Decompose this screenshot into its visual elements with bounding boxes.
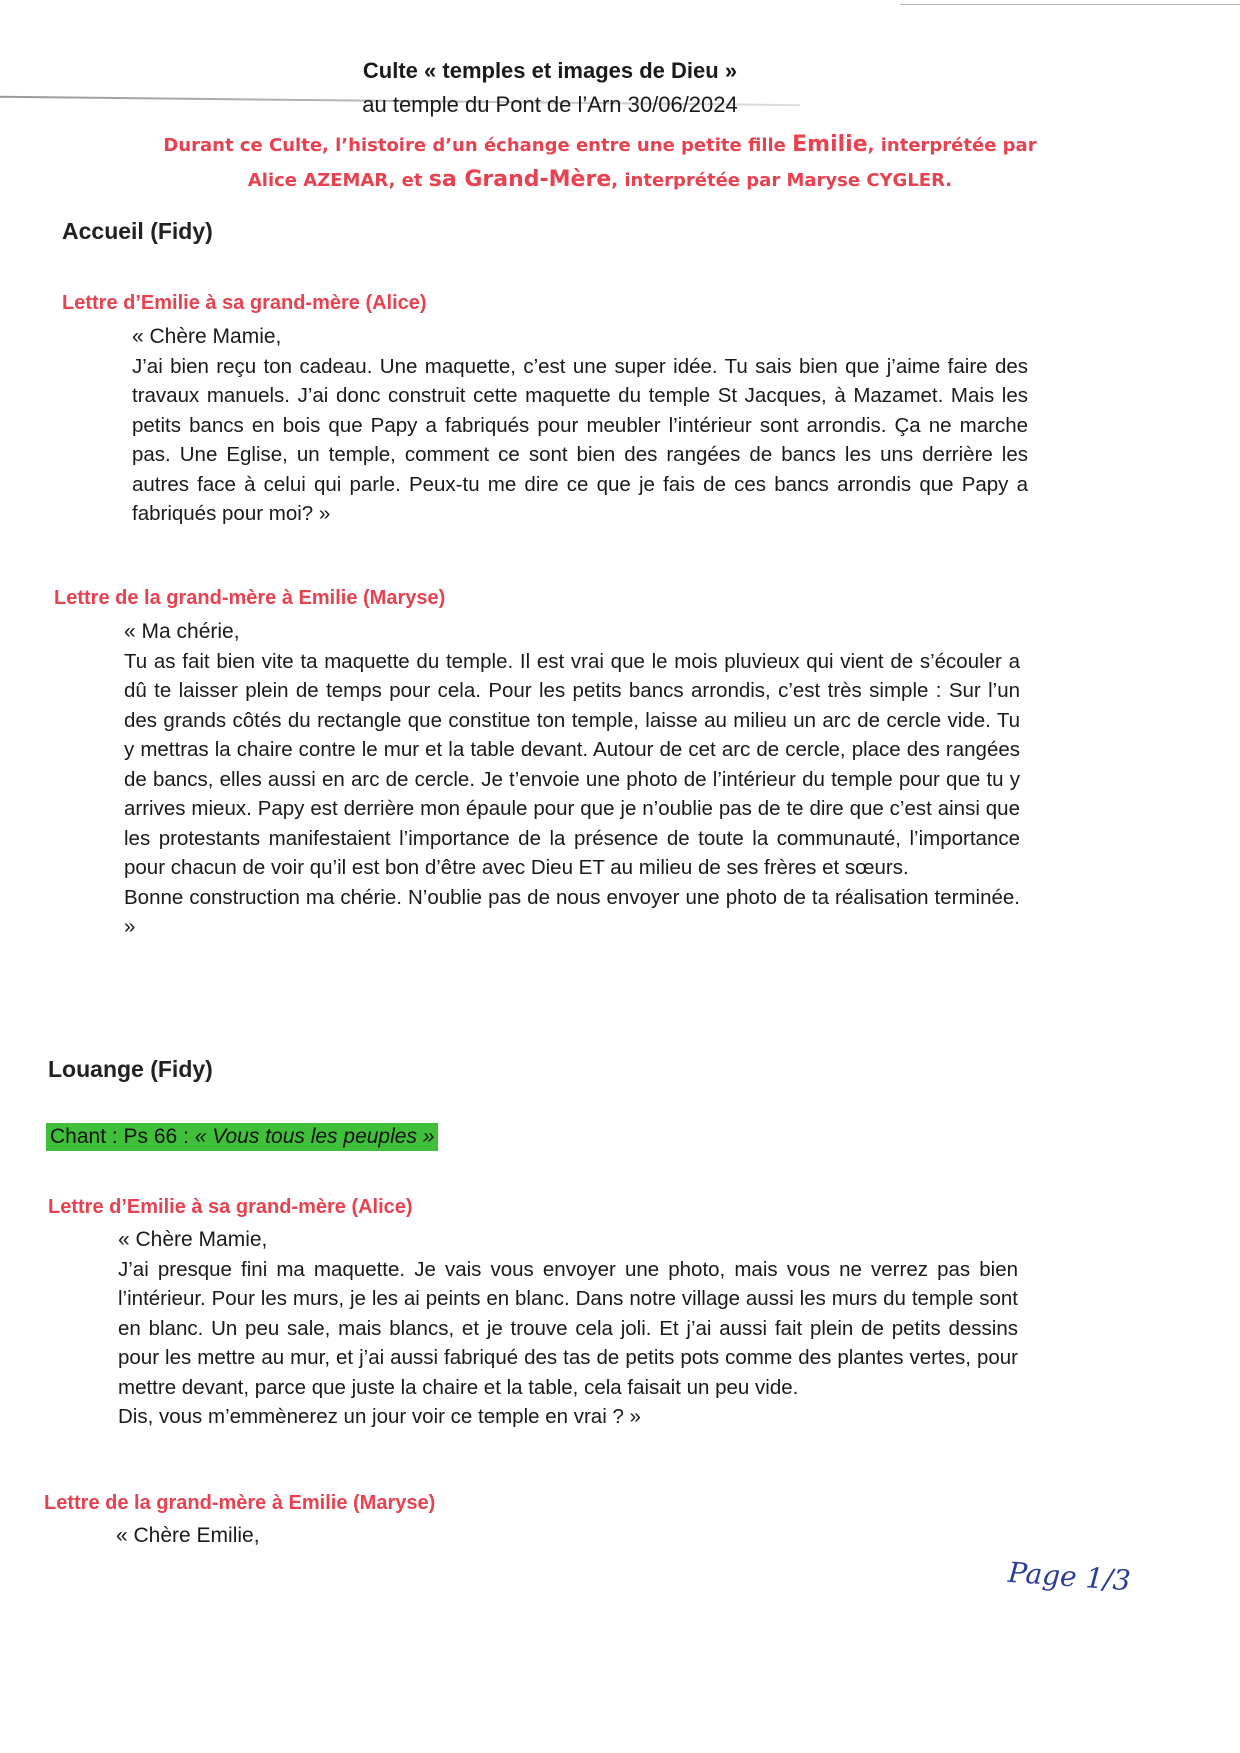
handwritten-page-number: Page 1/3 — [1006, 1555, 1132, 1598]
letter-grandmother-1: « Ma chérie, Tu as fait bien vite ta maquette du temple. Il est vrai que le mois pluvieux qui vient de s’écouler a dû te laisser plein de temps pour cela. Pour les petits bancs arrondis, c’est très simple : Sur l’un des grands côtés du rectangle que constitue ton temple, laisse au milieu un arc de cercle vide. Tu y mettras la chaire contre le mur et la table devant. Autour de cet arc de cercle, place des rangées de bancs, elles aussi en arc de cercle. Je t’envoie une photo de l’intérieur du temple pour que tu y arrives mieux. Papy est derrière mon épaule pour que je n’oublie pas de te dire que c’est ainsi que les protestants manifestaient l’importance de la présence de toute la communauté, l’importance pour chacun de voir qu’il est bon d’être avec Dieu ET au milieu de ses frères et sœurs. Bonne construction ma chérie. N’oublie pas de nous envoyer une photo de ta réalisation terminée. » — [124, 620, 1020, 938]
chant-highlight: Chant : Ps 66 : « Vous tous les peuples » — [46, 1123, 438, 1151]
intro-text: Durant ce Culte, l’histoire d’un échange entre une petite fille Emilie, interprétée par Alice AZEMAR, et sa Grand-Mère, interprétée par Maryse CYGLER. — [163, 132, 1037, 192]
letter-heading: Lettre d’Emilie à sa grand-mère (Alice) — [62, 292, 427, 314]
letter-emilie-2: « Chère Mamie, J’ai presque fini ma maquette. Je vais vous envoyer une photo, mais vous ne verrez pas bien l’intérieur. Pour les murs, je les ai peints en blanc. Dans notre village aussi les murs du temple sont en blanc. Un peu sale, mais blancs, et je trouve cela joli. Et j’ai aussi fait plein de petits dessins pour les mettre au mur, et j’ai aussi fabriqué des tas de petits pots comme des plantes vertes, pour mettre devant, parce que juste la chaire et la table, cela faisait un peu vide. Dis, vous m’emmènerez un jour voir ce temple en vrai ? » — [118, 1228, 1018, 1428]
scan-artifact — [900, 4, 1240, 5]
letter-heading: Lettre de la grand-mère à Emilie (Maryse) — [44, 1492, 436, 1514]
document-subtitle: au temple du Pont de l’Arn 30/06/2024 — [362, 92, 738, 117]
letter-grandmother-2: « Chère Emilie, — [116, 1524, 260, 1547]
letter-emilie-1: « Chère Mamie, J’ai bien reçu ton cadeau. Une maquette, c’est une super idée. Tu sais bien que j’aime faire des travaux manuels. J’ai donc construit cette maquette du temple St Jacques, à Mazamet. Mais les petits bancs en bois que Papy a fabriqués pour meubler l’intérieur sont arrondis. Ça ne marche pas. Une Eglise, un temple, comment ce sont bien des rangées de bancs les uns derrière les autres face à celui qui parle. Peux-tu me dire ce que je fais de ces bancs arrondis que Papy a fabriqués pour moi? » — [132, 325, 1028, 525]
letter-heading: Lettre d’Emilie à sa grand-mère (Alice) — [48, 1196, 413, 1218]
document-title: Culte « temples et images de Dieu » — [362, 58, 738, 83]
section-heading-louange: Louange (Fidy) — [48, 1056, 213, 1082]
letter-heading: Lettre de la grand-mère à Emilie (Maryse) — [54, 587, 446, 609]
section-heading-accueil: Accueil (Fidy) — [62, 218, 213, 244]
